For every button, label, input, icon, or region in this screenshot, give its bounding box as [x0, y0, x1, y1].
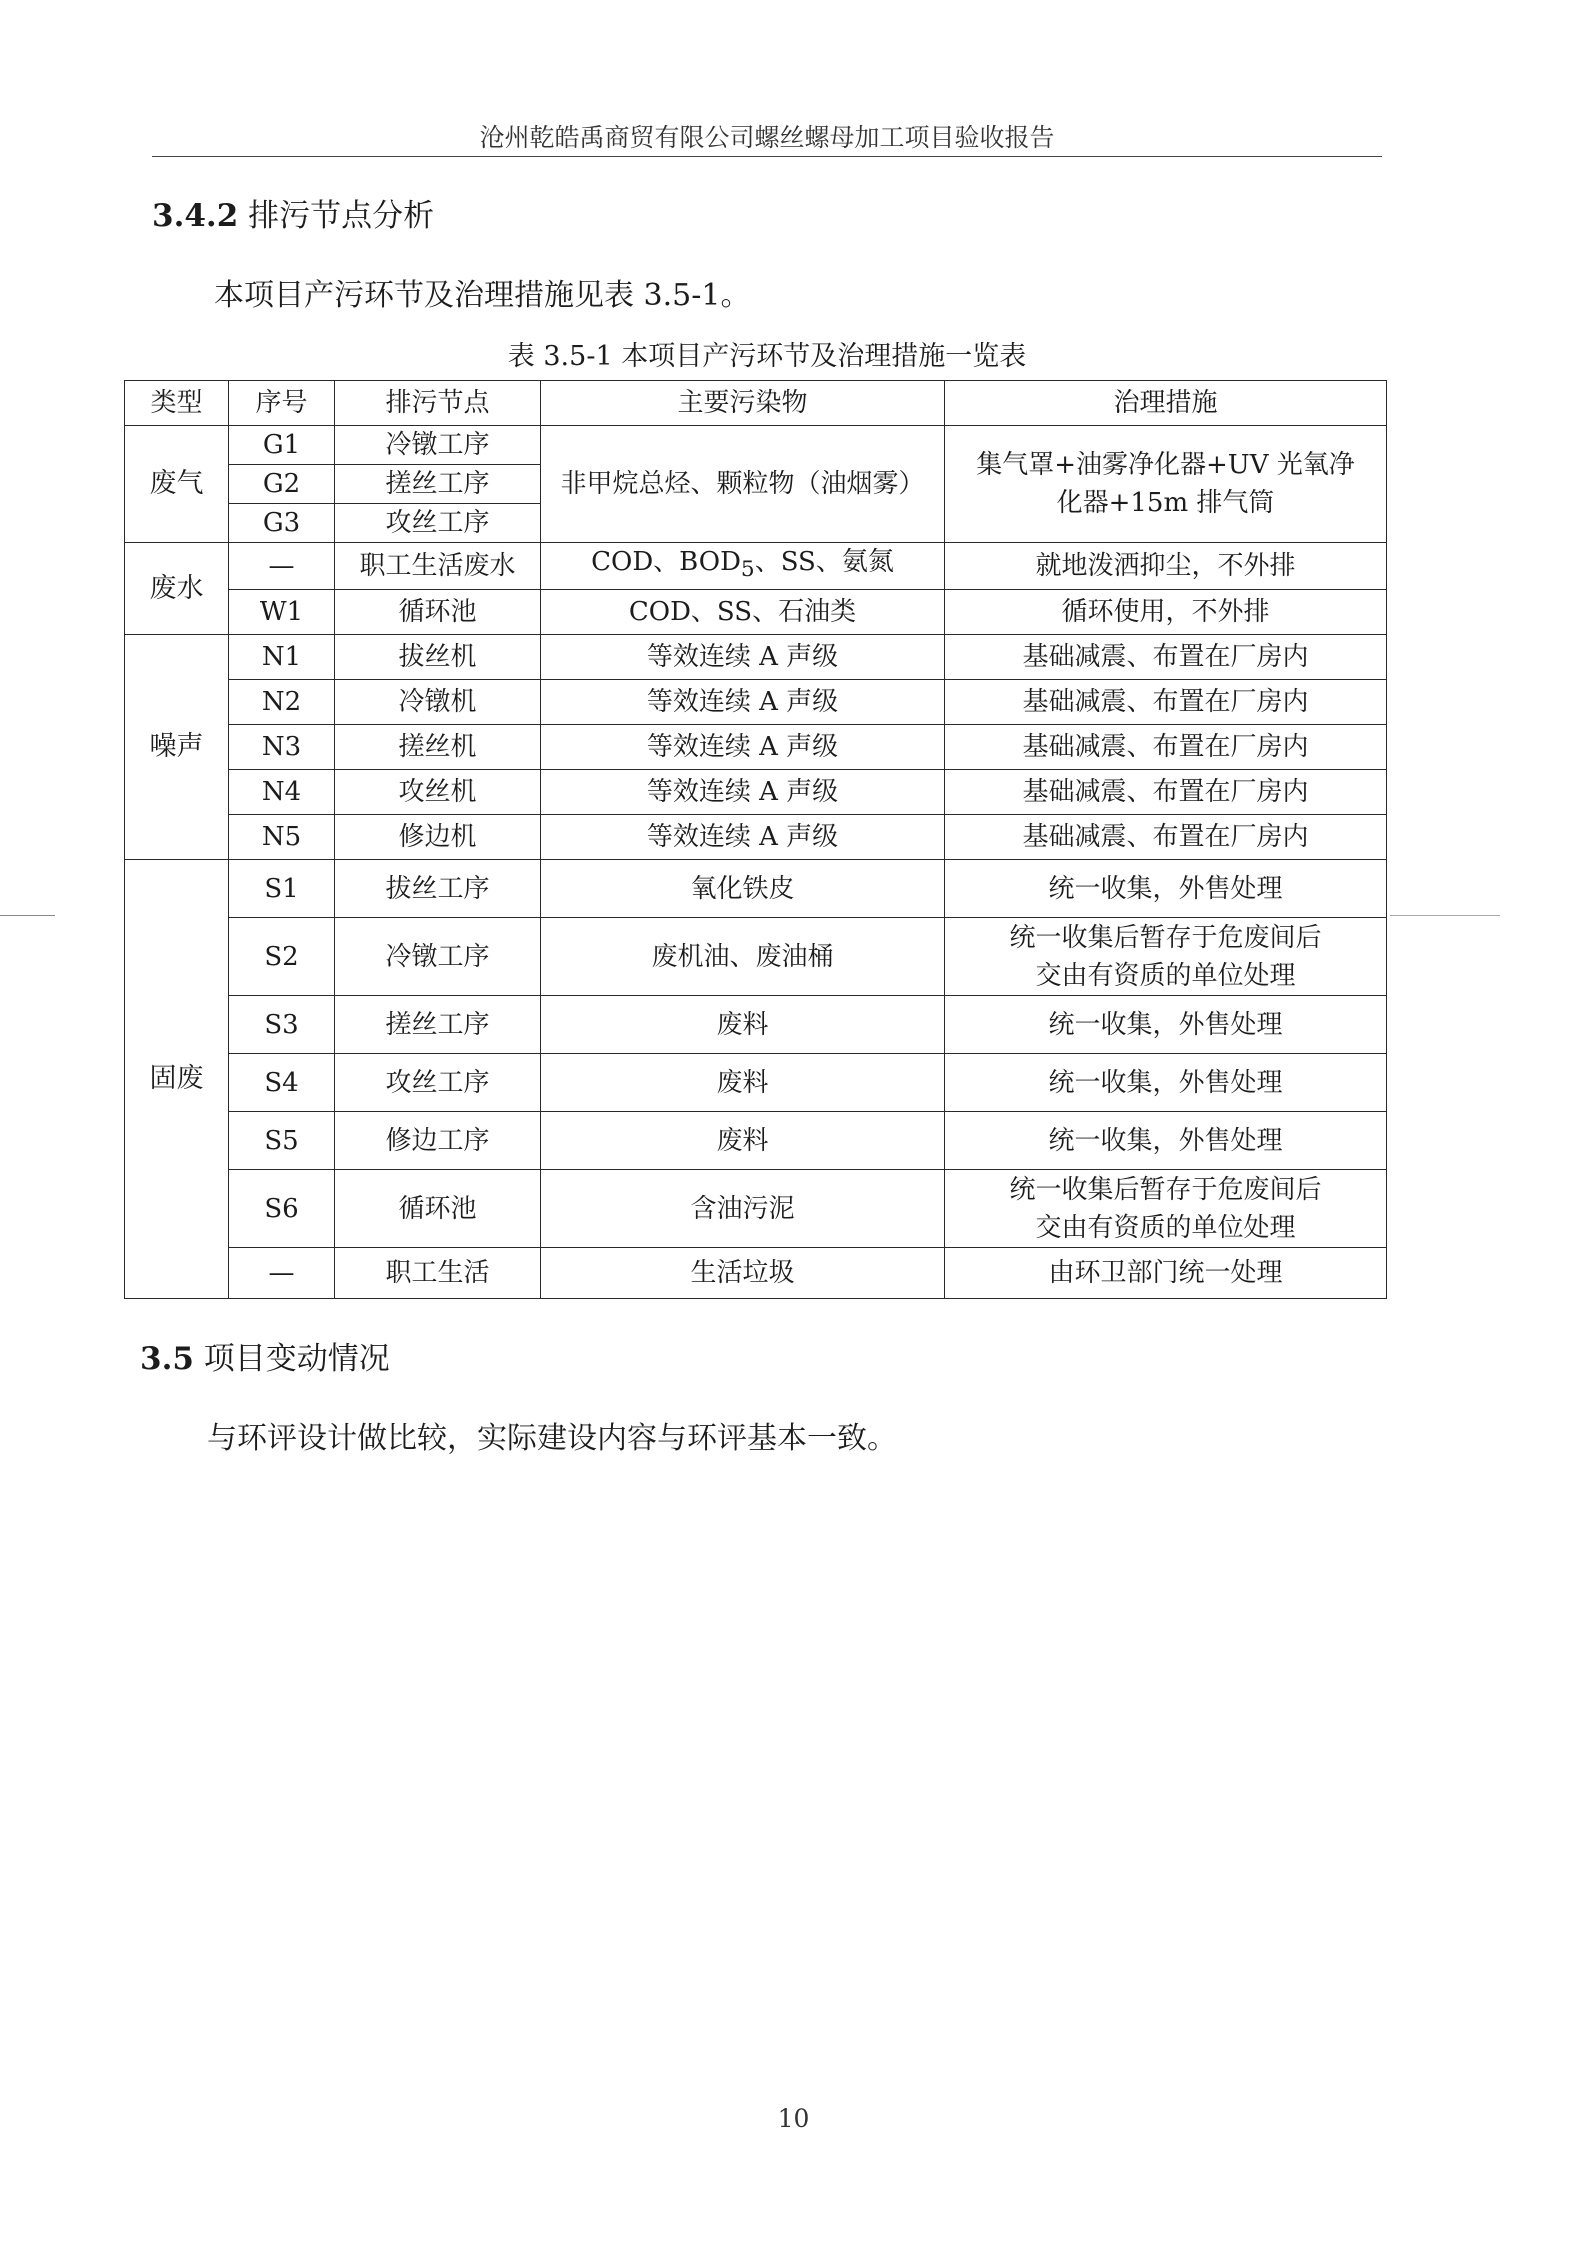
- cell-pollutant: 等效连续 A 声级: [541, 635, 945, 680]
- cell-measure: 基础减震、布置在厂房内: [945, 770, 1387, 815]
- cell-pollutant: 等效连续 A 声级: [541, 725, 945, 770]
- table-row: [125, 770, 1387, 815]
- cell-node: 搓丝机: [335, 725, 541, 770]
- cell-id: G2: [229, 465, 335, 504]
- table-row: [125, 860, 1387, 918]
- cell-measure: [945, 918, 1387, 996]
- table-row: [125, 680, 1387, 725]
- section-number: 3.5: [140, 1341, 194, 1377]
- cell-node: 拔丝机: [335, 635, 541, 680]
- section-heading-3-4-2: [152, 190, 434, 235]
- cell-measure: 统一收集，外售处理: [945, 860, 1387, 918]
- category-solid: 固废: [125, 860, 229, 1299]
- cell-pollutant: 废料: [541, 1112, 945, 1170]
- cell-node: 修边机: [335, 815, 541, 860]
- table-row: [125, 918, 1387, 996]
- table-row: [125, 1112, 1387, 1170]
- cell-id: S2: [229, 918, 335, 996]
- table-row: [125, 1248, 1387, 1299]
- cell-pollutant: [541, 543, 945, 590]
- cell-id: S6: [229, 1170, 335, 1248]
- table-row: [125, 815, 1387, 860]
- cell-node: 职工生活废水: [335, 543, 541, 590]
- section-title: 排污节点分析: [248, 198, 435, 234]
- cell-pollutant: 废料: [541, 996, 945, 1054]
- conclusion-paragraph: 与环评设计做比较，实际建设内容与环评基本一致。: [207, 1421, 897, 1456]
- cell-pollutant: 生活垃圾: [541, 1248, 945, 1299]
- cell-measure: 由环卫部门统一处理: [945, 1248, 1387, 1299]
- table-row: [125, 1170, 1387, 1248]
- page-number: 10: [777, 2104, 810, 2133]
- cell-measure: 基础减震、布置在厂房内: [945, 815, 1387, 860]
- cell-id: S4: [229, 1054, 335, 1112]
- cell-pollutant: 废料: [541, 1054, 945, 1112]
- measure-line: 集气罩+油雾净化器+UV 光氧净: [976, 450, 1355, 480]
- cell-pollutant: 废机油、废油桶: [541, 918, 945, 996]
- cell-node: 搓丝工序: [335, 996, 541, 1054]
- cell-pollutant: 等效连续 A 声级: [541, 770, 945, 815]
- cell-node: 循环池: [335, 590, 541, 635]
- cell-id: N5: [229, 815, 335, 860]
- cell-node: 修边工序: [335, 1112, 541, 1170]
- cell-id: N4: [229, 770, 335, 815]
- cell-pollutant: 等效连续 A 声级: [541, 680, 945, 725]
- cell-node: 搓丝工序: [335, 465, 541, 504]
- cell-id: G1: [229, 426, 335, 465]
- pollutant-text: COD、BOD: [591, 547, 741, 577]
- table-row: [125, 996, 1387, 1054]
- header-measure: 治理措施: [945, 381, 1387, 426]
- cell-id: G3: [229, 504, 335, 543]
- measure-line: 统一收集后暂存于危废间后: [1009, 1174, 1322, 1205]
- cell-pollutant: 等效连续 A 声级: [541, 815, 945, 860]
- category-water: 废水: [125, 543, 229, 635]
- table-row: [125, 635, 1387, 680]
- cell-measure: 基础减震、布置在厂房内: [945, 680, 1387, 725]
- table-row: [125, 725, 1387, 770]
- section-number: 3.4.2: [152, 198, 239, 234]
- cell-id: S1: [229, 860, 335, 918]
- scan-mark-right: [1390, 915, 1500, 916]
- cell-measure: [945, 426, 1387, 543]
- cell-id: N3: [229, 725, 335, 770]
- table-header-row: [125, 381, 1387, 426]
- category-noise: 噪声: [125, 635, 229, 860]
- measure-line: 统一收集后暂存于危废间后: [1009, 922, 1322, 953]
- section-heading-3-5: [140, 1333, 390, 1378]
- scan-mark-left: [0, 915, 55, 916]
- pollutant-text: 、SS、氨氮: [754, 547, 894, 577]
- header-pollutant: 主要污染物: [541, 381, 945, 426]
- cell-measure: 统一收集，外售处理: [945, 996, 1387, 1054]
- measure-line: 化器+15m 排气筒: [1056, 488, 1275, 518]
- intro-paragraph: 本项目产污环节及治理措施见表 3.5-1。: [214, 278, 751, 313]
- cell-node: 冷镦工序: [335, 918, 541, 996]
- cell-node: 冷镦机: [335, 680, 541, 725]
- cell-id: S5: [229, 1112, 335, 1170]
- cell-id: N1: [229, 635, 335, 680]
- cell-node: 攻丝工序: [335, 1054, 541, 1112]
- table-row: [125, 543, 1387, 590]
- cell-measure: [945, 1170, 1387, 1248]
- table-row: [125, 1054, 1387, 1112]
- cell-node: 攻丝工序: [335, 504, 541, 543]
- cell-node: 循环池: [335, 1170, 541, 1248]
- header-type: 类型: [125, 381, 229, 426]
- subscript: 5: [740, 557, 755, 583]
- cell-id: —: [229, 1248, 335, 1299]
- header-seq: 序号: [229, 381, 335, 426]
- measure-line: 交由有资质的单位处理: [1035, 960, 1296, 991]
- cell-pollutant: 非甲烷总烃、颗粒物（油烟雾）: [541, 426, 945, 543]
- cell-measure: 就地泼洒抑尘，不外排: [945, 543, 1387, 590]
- pollution-table: [124, 380, 1387, 1299]
- cell-pollutant: 含油污泥: [541, 1170, 945, 1248]
- cell-measure: 统一收集，外售处理: [945, 1112, 1387, 1170]
- table-row: [125, 426, 1387, 465]
- cell-measure: 循环使用，不外排: [945, 590, 1387, 635]
- cell-node: 拔丝工序: [335, 860, 541, 918]
- table-row: [125, 590, 1387, 635]
- cell-id: N2: [229, 680, 335, 725]
- table-caption: 表 3.5-1 本项目产污环节及治理措施一览表: [507, 341, 1027, 372]
- section-title: 项目变动情况: [203, 1341, 390, 1377]
- header-rule: [152, 156, 1382, 157]
- category-gas: 废气: [125, 426, 229, 543]
- cell-measure: 统一收集，外售处理: [945, 1054, 1387, 1112]
- cell-node: 冷镦工序: [335, 426, 541, 465]
- cell-id: W1: [229, 590, 335, 635]
- cell-pollutant: COD、SS、石油类: [541, 590, 945, 635]
- cell-node: 攻丝机: [335, 770, 541, 815]
- cell-measure: 基础减震、布置在厂房内: [945, 635, 1387, 680]
- cell-id: —: [229, 543, 335, 590]
- cell-node: 职工生活: [335, 1248, 541, 1299]
- running-header: 沧州乾皓禹商贸有限公司螺丝螺母加工项目验收报告: [479, 123, 1055, 152]
- cell-measure: 基础减震、布置在厂房内: [945, 725, 1387, 770]
- cell-pollutant: 氧化铁皮: [541, 860, 945, 918]
- cell-id: S3: [229, 996, 335, 1054]
- header-node: 排污节点: [335, 381, 541, 426]
- measure-line: 交由有资质的单位处理: [1035, 1212, 1296, 1243]
